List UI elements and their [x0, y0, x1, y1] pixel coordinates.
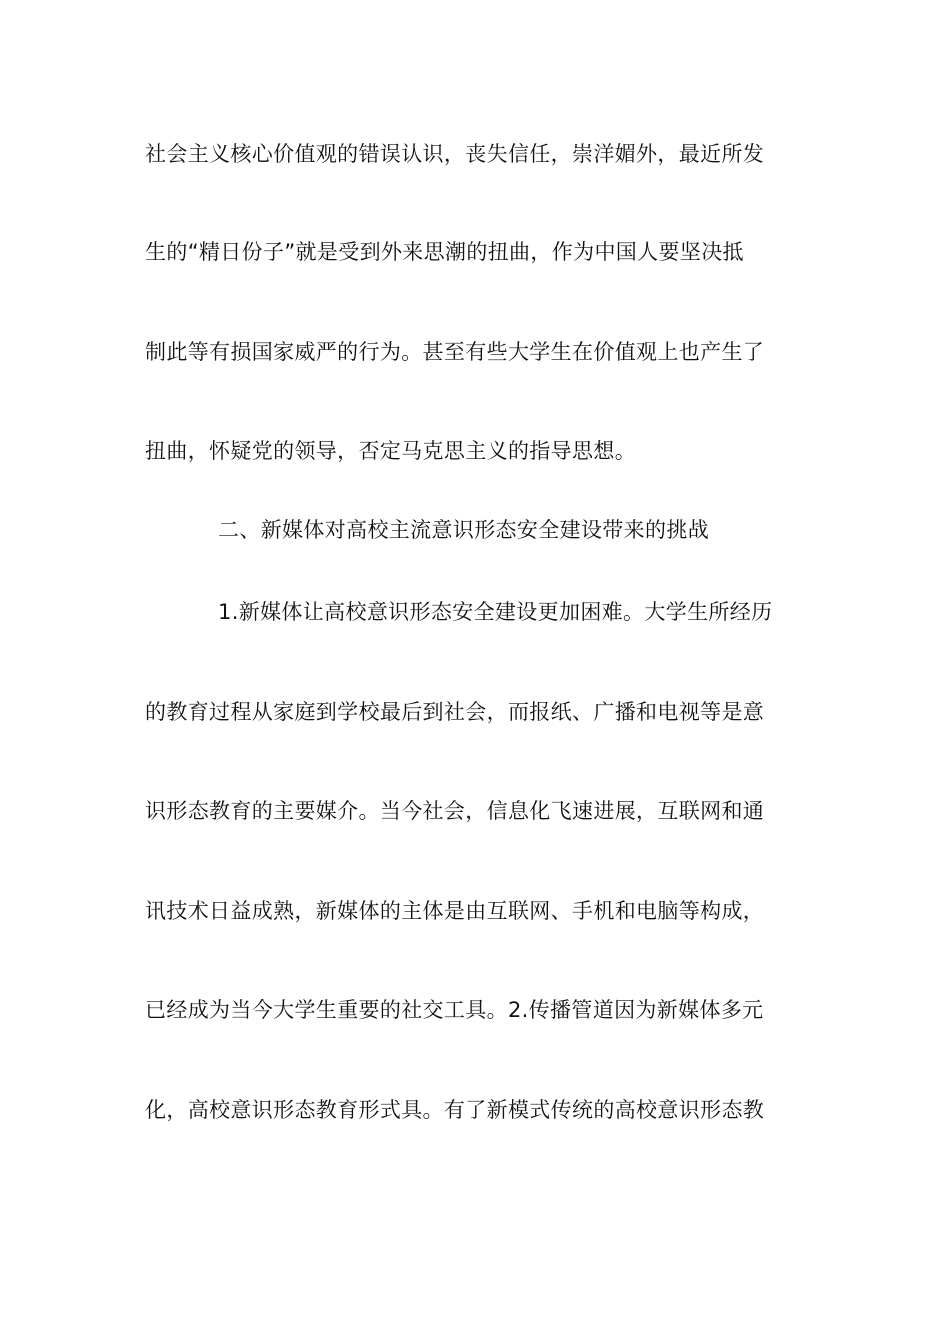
paragraph-line-4: 扭曲，怀疑党的领导，否定马克思主义的指导思想。: [145, 439, 637, 463]
paragraph2-line-5: 已经成为当今大学生重要的社交工具。2.传播管道因为新媒体多元: [145, 998, 764, 1022]
paragraph2-line-6: 化，高校意识形态教育形式具。有了新模式传统的高校意识形态教: [145, 1098, 765, 1122]
paragraph-line-1: 社会主义核心价值观的错误认识，丧失信任，崇洋媚外，最近所发: [145, 142, 765, 166]
paragraph2-line-1: 1.新媒体让高校意识形态安全建设更加困难。大学生所经历: [218, 600, 773, 624]
paragraph-line-3: 制此等有损国家威严的行为。甚至有些大学生在价值观上也产生了: [145, 340, 765, 364]
paragraph-line-2: 生的“精日份子”就是受到外来思潮的扭曲，作为中国人要坚决抵: [145, 240, 744, 264]
paragraph2-line-3: 识形态教育的主要媒介。当今社会，信息化飞速进展，互联网和通: [145, 799, 765, 823]
section-heading: 二、新媒体对高校主流意识形态安全建设带来的挑战: [218, 518, 710, 542]
paragraph2-line-2: 的教育过程从家庭到学校最后到社会，而报纸、广播和电视等是意: [145, 700, 765, 724]
paragraph2-line-4: 讯技术日益成熟，新媒体的主体是由互联网、手机和电脑等构成，: [145, 899, 765, 923]
